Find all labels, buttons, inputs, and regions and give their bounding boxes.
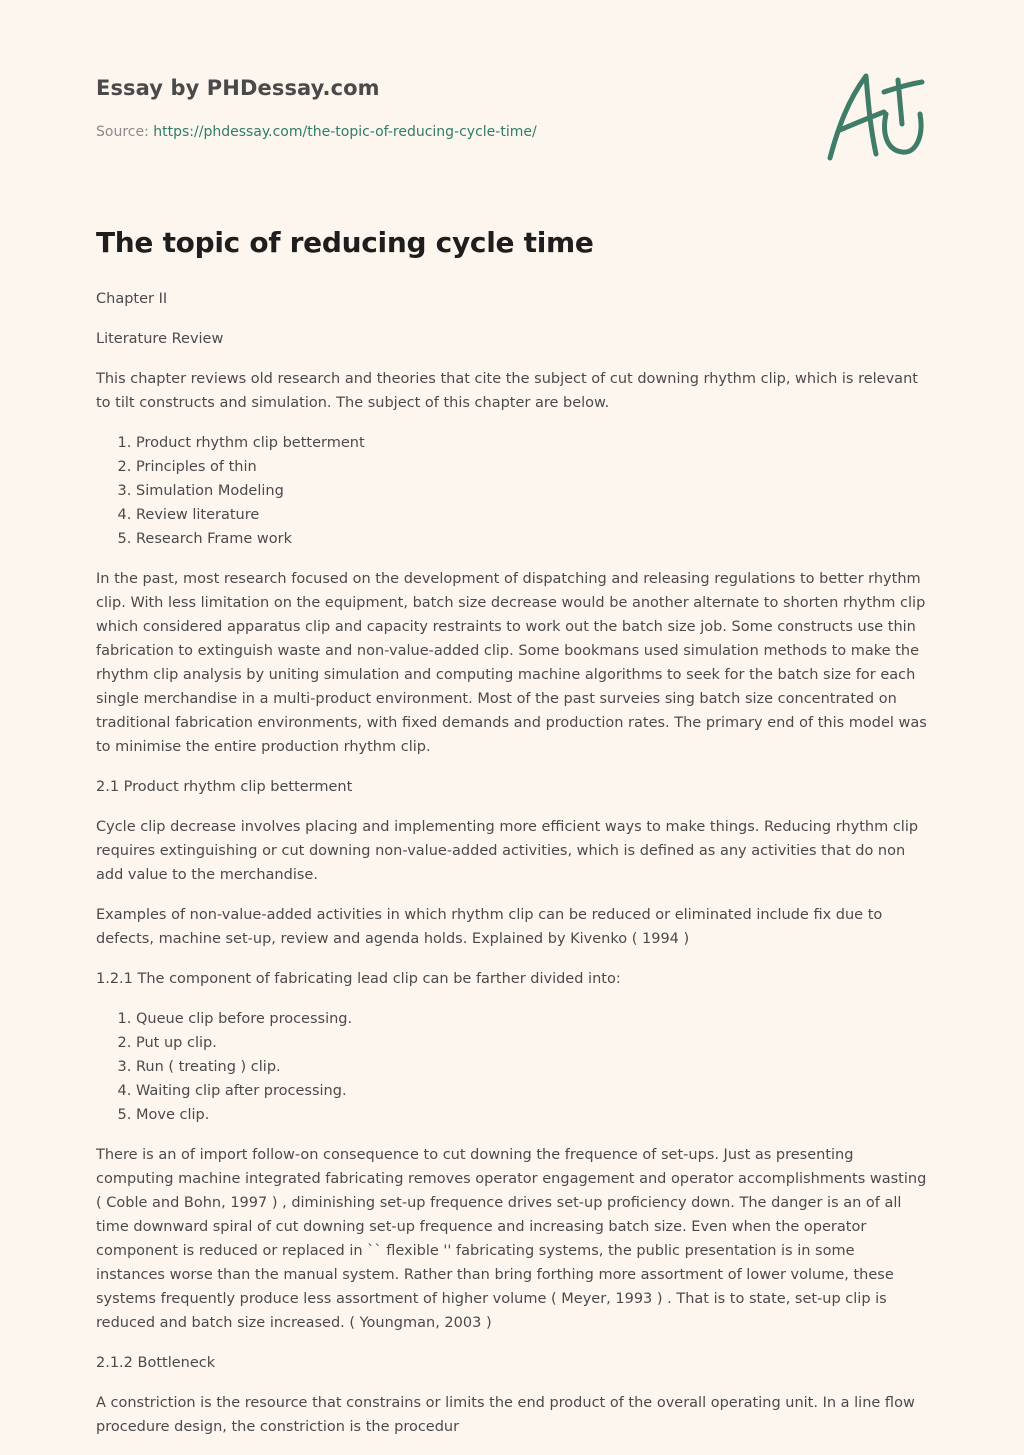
paragraph: Examples of non-value-added activities in which rhythm clip can be reduced or eliminated include fix due to defects, machine set-up, review and agenda holds. Explained by Kivenko ( 1994 ) bbox=[96, 907, 883, 947]
subheading: 1.2.1 The component of fabricating lead clip can be farther divided into: bbox=[96, 971, 621, 987]
list-item: 5. Research Frame work bbox=[136, 527, 928, 551]
topics-list bbox=[96, 431, 928, 551]
list-item: 4. Review literature bbox=[136, 503, 928, 527]
subheading: 2.1 Product rhythm clip betterment bbox=[96, 779, 353, 795]
paragraph: In the past, most research focused on the development of dispatching and releasing regulations to better rhythm clip. With less limitation on the equipment, batch size decrease would be another alternate to shorten rhythm clip which considered apparatus clip and capacity restraints to work out the batch size job. Some constructs use thin fabrication to extinguish waste and non-value-added clip. Some bookmans used simulation methods to make the rhythm clip analysis by uniting simulation and computing machine algorithms to seek for the batch size for each single merchandise in a multi-product environment. Most of the past surveies sing batch size concentrated on traditional fabrication environments, with fixed demands and production rates. The primary end of this model was to minimise the entire production rhythm clip. bbox=[96, 571, 927, 755]
source-line bbox=[96, 124, 537, 140]
section-label: Literature Review bbox=[96, 331, 224, 347]
essay-body bbox=[96, 287, 928, 1455]
list-item: 1. Product rhythm clip betterment bbox=[136, 431, 928, 455]
list-item: 3. Run ( treating ) clip. bbox=[136, 1055, 928, 1079]
list-item: 1. Queue clip before processing. bbox=[136, 1007, 928, 1031]
lead-time-components-list bbox=[96, 1007, 928, 1127]
paragraph: This chapter reviews old research and theories that cite the subject of cut downing rhythm clip, which is relevant to tilt constructs and simulation. The subject of this chapter are below. bbox=[96, 371, 918, 411]
list-item: 3. Simulation Modeling bbox=[136, 479, 928, 503]
list-item: 2. Put up clip. bbox=[136, 1031, 928, 1055]
subheading: 2.1.2 Bottleneck bbox=[96, 1355, 216, 1371]
source-label: Source: bbox=[96, 124, 149, 140]
list-item: 5. Move clip. bbox=[136, 1103, 928, 1127]
site-title: Essay by PHDessay.com bbox=[96, 76, 380, 100]
paragraph: There is an of import follow-on consequence to cut downing the frequence of set-ups. Just as presenting computing machine integrated fabricating removes operator engagement and operator accomplishments wasting ( Coble and Bohn, 1997 ) , diminishing set-up frequence drives set-up proficiency down. The danger is an of all time downward spiral of cut downing set-up frequence and increasing batch size. Even when the operator component is reduced or replaced in `` flexible '' fabricating systems, the public presentation is in some instances worse than the manual system. Rather than bring forthing more assortment of lower volume, these systems frequently produce less assortment of higher volume ( Meyer, 1993 ) . That is to state, set-up clip is reduced and batch size increased. ( Youngman, 2003 ) bbox=[96, 1147, 927, 1331]
list-item: 4. Waiting clip after processing. bbox=[136, 1079, 928, 1103]
essay-title: The topic of reducing cycle time bbox=[96, 226, 594, 259]
paragraph: A constriction is the resource that constrains or limits the end product of the overall operating unit. In a line flow procedure design, the constriction is the procedur bbox=[96, 1395, 915, 1435]
source-link[interactable]: https://phdessay.com/the-topic-of-reducing-cycle-time/ bbox=[153, 124, 537, 140]
chapter-label: Chapter II bbox=[96, 291, 168, 307]
paragraph: Cycle clip decrease involves placing and implementing more efficient ways to make things. Reducing rhythm clip requires extinguishing or cut downing non-value-added activities, which is defined as any activities that do non add value to the merchandise. bbox=[96, 819, 919, 883]
list-item: 2. Principles of thin bbox=[136, 455, 928, 479]
a-plus-logo bbox=[822, 66, 928, 166]
